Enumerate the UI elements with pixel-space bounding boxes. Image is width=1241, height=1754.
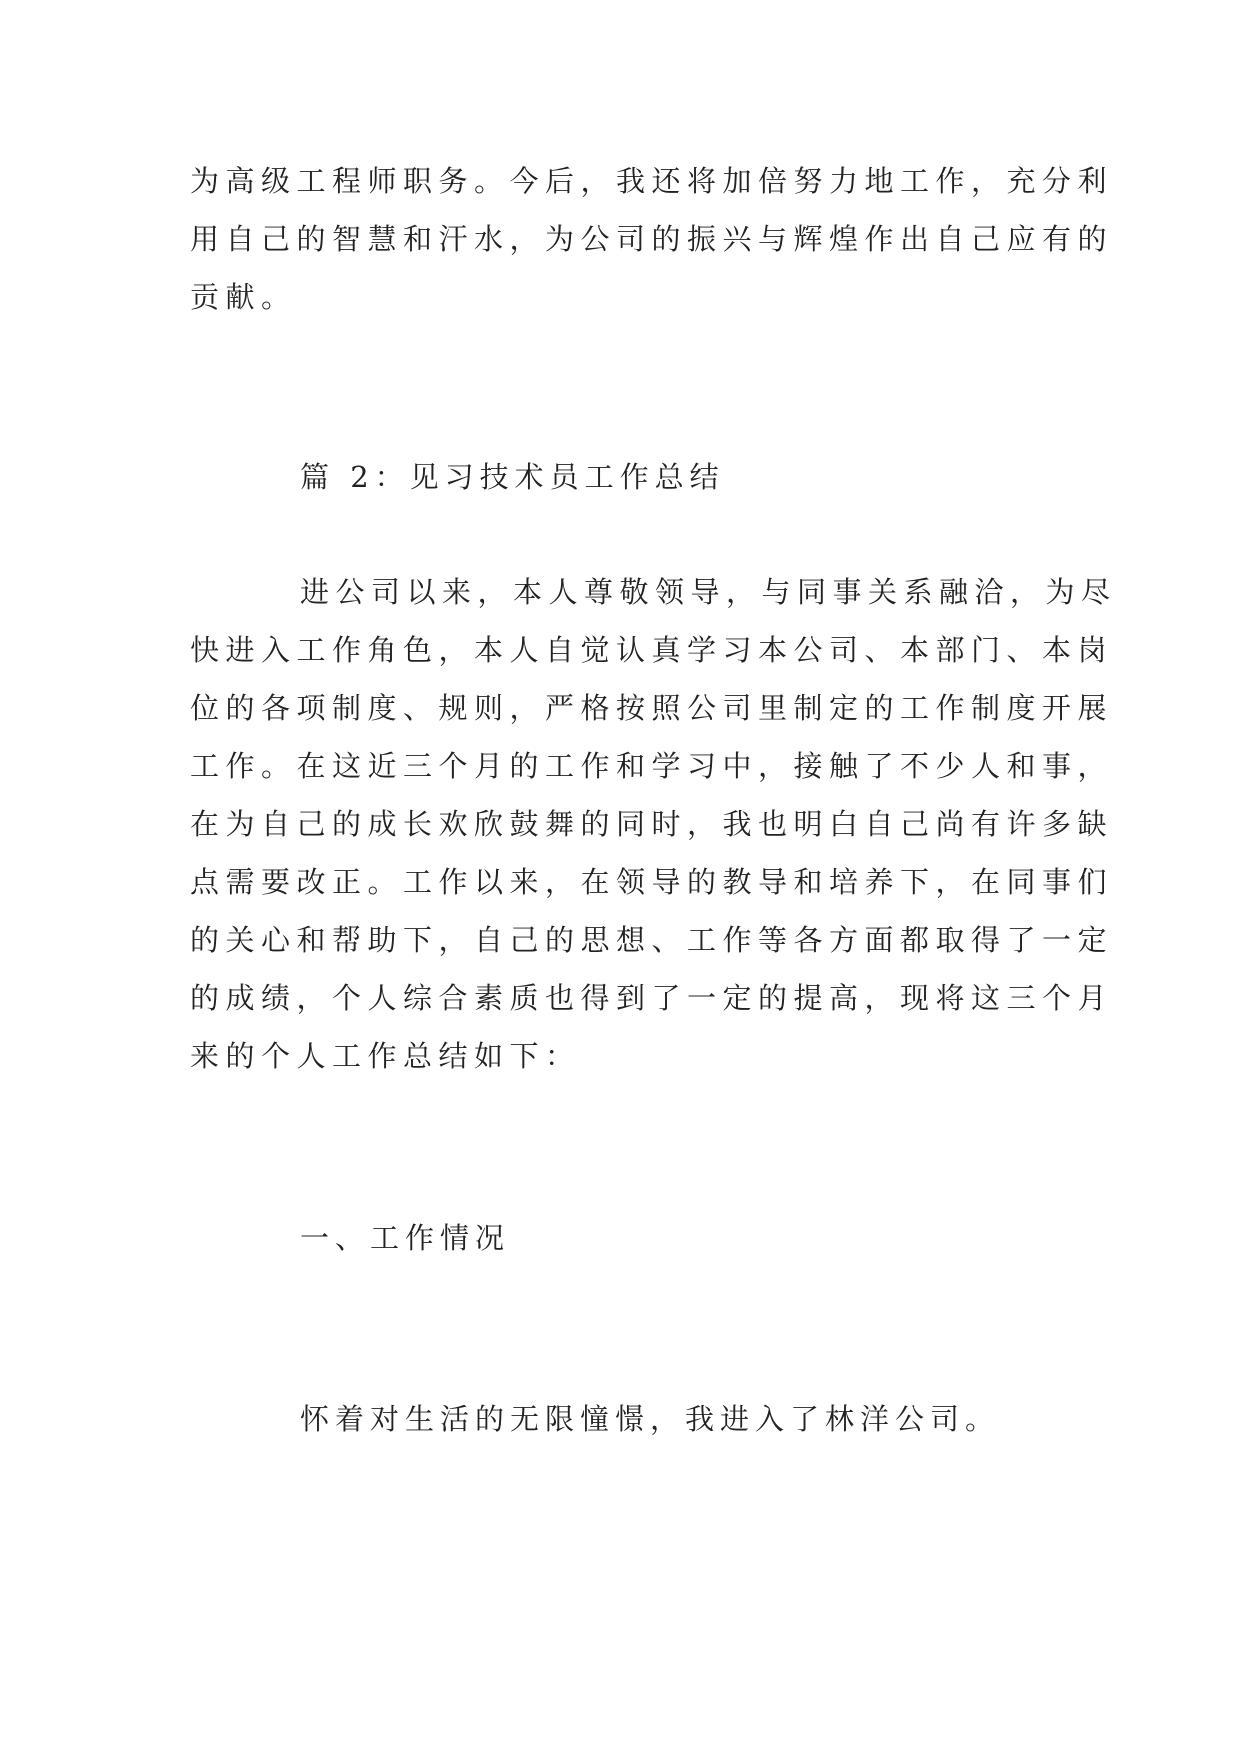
text-line: 用自己的智慧和汗水，为公司的振兴与辉煌作出自己应有的 xyxy=(190,222,1114,256)
text-line: 的关心和帮助下，自己的思想、工作等各方面都取得了一定 xyxy=(190,923,1114,957)
text-line: 在为自己的成长欢欣鼓舞的同时，我也明白自己尚有许多缺 xyxy=(190,807,1114,841)
text-line: 工作。在这近三个月的工作和学习中，接触了不少人和事， xyxy=(190,749,1114,783)
section-title: 篇 2：见习技术员工作总结 xyxy=(300,460,725,494)
text-line: 的成绩，个人综合素质也得到了一定的提高，现将这三个月 xyxy=(190,981,1114,1015)
work-paragraph: 怀着对生活的无限憧憬，我进入了林洋公司。 xyxy=(300,1402,1001,1436)
text-line: 位的各项制度、规则，严格按照公司里制定的工作制度开展 xyxy=(190,691,1114,725)
intro-paragraph xyxy=(190,563,1117,1085)
text-line: 为高级工程师职务。今后，我还将加倍努力地工作，充分利 xyxy=(190,164,1114,198)
text-line: 进公司以来，本人尊敬领导，与同事关系融洽，为尽 xyxy=(300,575,1117,609)
text-line: 贡献。 xyxy=(190,280,297,314)
text-line: 来的个人工作总结如下： xyxy=(190,1039,581,1073)
text-line: 点需要改正。工作以来，在领导的教导和培养下，在同事们 xyxy=(190,865,1114,899)
continuation-paragraph xyxy=(190,152,1114,326)
subheading-work-status: 一、工作情况 xyxy=(300,1221,511,1255)
text-line: 快进入工作角色，本人自觉认真学习本公司、本部门、本岗 xyxy=(190,633,1114,667)
